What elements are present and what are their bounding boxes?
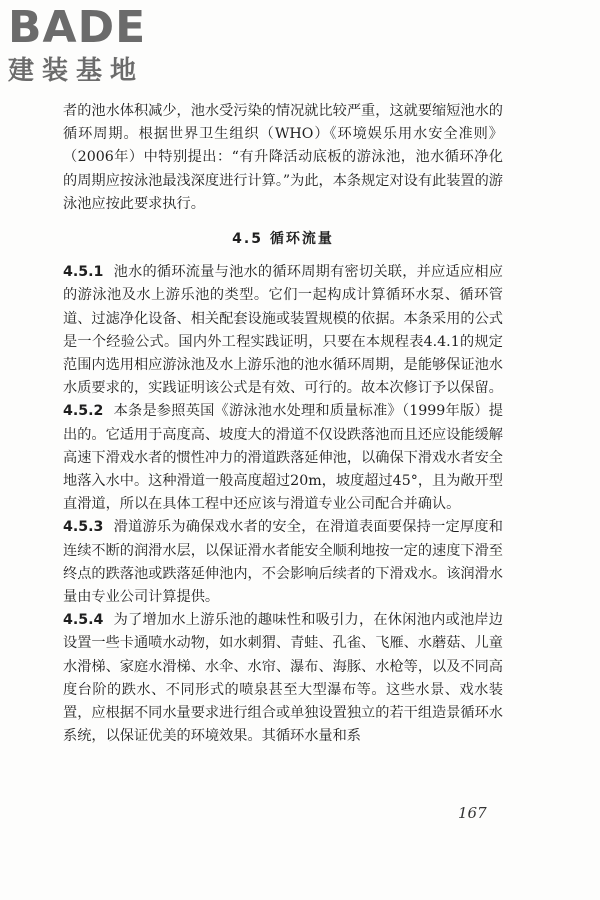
clause-text: 池水的循环流量与池水的循环周期有密切关联，并应适应相应的游泳池及水上游乐池的类型。它们一起构成计算循环水泵、循环管道、过滤净化设备、相关配套设施或装置规模的依据。本条采用的公式是一个经验公式。国内外工程实践证明，只要在本规程表4.4.1的规定范围内选用相应游泳池及水上游乐池的池水循环周期，是能够保证池水水质要求的，实践证明该公式是有效、可行的。故本次修订予以保留。: [63, 264, 503, 397]
logo-wordmark: BADE: [8, 2, 147, 53]
clause-text: 本条是参照英国《游泳池水处理和质量标准》（1999年版）提出的。它适用于高度高、坡度大的滑道不仅设跌落池而且还应设能缓解高速下滑戏水者的惯性冲力的滑道跌落延伸池，以确保下滑戏水者安全地落入水中。这种滑道一般高度超过20m，坡度超过45°，且为敞开型直滑道，所以在具体工程中还应该与滑道专业公司配合并确认。: [63, 403, 503, 513]
clause-number: 4.5.1: [63, 264, 104, 281]
page-number: 167: [458, 804, 487, 822]
clause-number: 4.5.3: [63, 519, 104, 536]
intro-paragraph: 者的池水体积减少，池水受污染的情况就比较严重，这就要缩短池水的循环周期。根据世界卫生组织（WHO）《环境娱乐用水安全准则》（2006年）中特别提出：“有升降活动底板的游泳池，池水循环净化的周期应按泳池最浅深度进行计算。”为此，本条规定对设有此装置的游泳池应按此要求执行。: [63, 103, 503, 212]
clause-number: 4.5.4: [63, 612, 104, 629]
clause-4-5-4: [63, 609, 503, 748]
document-body: [63, 100, 503, 748]
clause-text: 滑道游乐为确保戏水者的安全，在滑道表面要保持一定厚度和连续不断的润滑水层，以保证滑水者能安全顺利地按一定的速度下滑至终点的跌落池或跌落延伸池内，不会影响后续者的下滑戏水。该润滑水量由专业公司计算提供。: [63, 519, 503, 606]
clause-4-5-3: [63, 516, 503, 609]
clause-number: 4.5.2: [63, 403, 104, 420]
section-title: 4.5 循环流量: [232, 231, 334, 248]
logo-subtitle: 建装基地: [8, 56, 145, 86]
logo: [8, 2, 178, 86]
clause-4-5-1: [63, 261, 503, 400]
clause-4-5-2: [63, 400, 503, 516]
clause-text: 为了增加水上游乐池的趣味性和吸引力，在休闲池内或池岸边设置一些卡通喷水动物，如水刺猬、青蛙、孔雀、飞雁、水蘑菇、儿童水滑梯、家庭水滑梯、水伞、水帘、瀑布、海豚、水枪等，以及不同高度台阶的跌水、不同形式的喷泉甚至大型瀑布等。这些水景、戏水装置，应根据不同水量要求进行组合或单独设置独立的若干组造景循环水系统，以保证优美的环境效果。其循环水量和系: [63, 612, 503, 745]
